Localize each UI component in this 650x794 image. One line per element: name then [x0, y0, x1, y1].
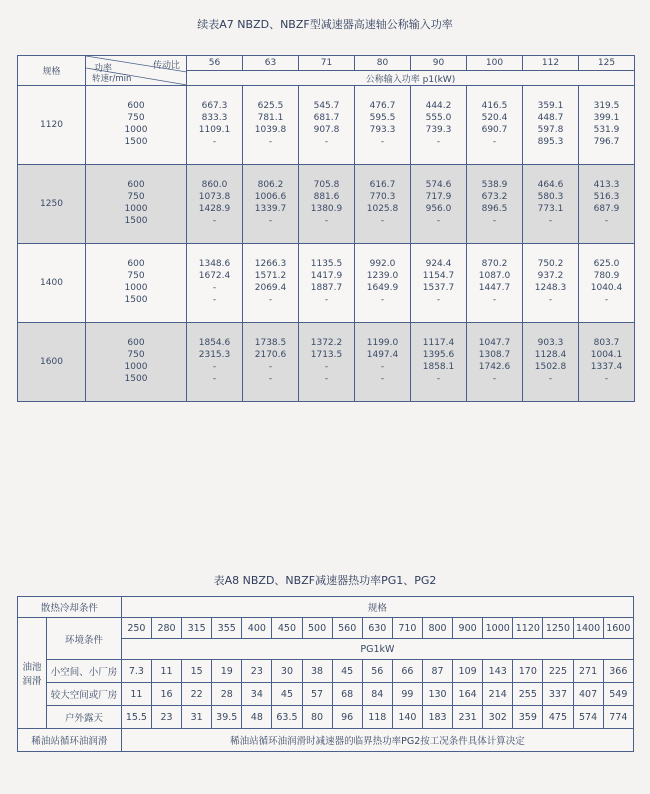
value-cell: 23 — [151, 706, 181, 729]
value-list: 992.0 1239.0 1649.9 - — [366, 259, 399, 305]
speed-cell — [86, 244, 187, 323]
value-list: 667.3 833.3 1109.1 - — [198, 101, 231, 147]
spec-cell: 1120 — [18, 86, 86, 165]
value-cell: 271 — [573, 660, 603, 683]
size-header: 355 — [212, 618, 242, 639]
value-cell — [243, 244, 299, 323]
value-cell — [187, 86, 243, 165]
value-cell: 57 — [302, 683, 332, 706]
value-cell — [579, 244, 635, 323]
speed-list: 600 750 1000 1500 — [124, 338, 148, 384]
value-list: 1047.7 1308.7 1742.6 - — [478, 338, 511, 384]
value-cell: 84 — [362, 683, 392, 706]
value-list: 545.7 681.7 907.8 - — [313, 101, 340, 147]
value-cell: 31 — [182, 706, 212, 729]
speed-cell — [86, 165, 187, 244]
spec-cell: 1600 — [18, 323, 86, 402]
value-list: 1372.2 1713.5 - - — [310, 338, 343, 384]
value-list: 1348.6 1672.4 - - — [198, 259, 231, 305]
value-list: 750.2 937.2 1248.3 - — [534, 259, 567, 305]
value-cell: 96 — [332, 706, 362, 729]
size-header: 1120 — [513, 618, 543, 639]
env-header: 环境条件 — [47, 618, 122, 660]
value-cell — [243, 165, 299, 244]
size-header: 400 — [242, 618, 272, 639]
speed-list: 600 750 1000 1500 — [124, 101, 148, 147]
circulation-note: 稀油站循环油润滑时减速器的临界热功率PG2按工况条件具体计算决定 — [121, 729, 633, 752]
value-cell — [523, 86, 579, 165]
size-header: 1000 — [483, 618, 513, 639]
value-list: 903.3 1128.4 1502.8 - — [534, 338, 567, 384]
value-list: 464.6 580.3 773.1 - — [537, 180, 564, 226]
value-list: 625.0 780.9 1040.4 - — [590, 259, 623, 305]
value-list: 476.7 595.5 793.3 - — [369, 101, 396, 147]
value-cell: 15 — [182, 660, 212, 683]
size-header: 500 — [302, 618, 332, 639]
value-cell: 302 — [483, 706, 513, 729]
value-list: 319.5 399.1 531.9 796.7 — [593, 101, 620, 147]
ratio-header: 100 — [467, 56, 523, 71]
table-a7-header-row — [18, 56, 635, 71]
value-cell: 39.5 — [212, 706, 242, 729]
table-row — [18, 165, 635, 244]
value-cell: 80 — [302, 706, 332, 729]
size-header: 800 — [422, 618, 452, 639]
value-cell: 140 — [392, 706, 422, 729]
value-cell: 214 — [483, 683, 513, 706]
value-list: 803.7 1004.1 1337.4 - — [590, 338, 623, 384]
table-a8-size-row — [18, 618, 634, 639]
value-cell: 38 — [302, 660, 332, 683]
value-cell — [467, 244, 523, 323]
value-cell: 143 — [483, 660, 513, 683]
table-a8-title: 表A8 NBZD、NBZF减速器热功率PG1、PG2 — [213, 574, 437, 587]
value-cell: 22 — [182, 683, 212, 706]
value-cell: 183 — [422, 706, 452, 729]
value-cell: 549 — [603, 683, 633, 706]
spec-header: 规格 — [121, 597, 633, 618]
value-cell: 359 — [513, 706, 543, 729]
value-list: 1854.6 2315.3 - - — [198, 338, 231, 384]
size-header: 1400 — [573, 618, 603, 639]
table-a8-header-row — [18, 597, 634, 618]
value-cell: 56 — [362, 660, 392, 683]
size-header: 900 — [453, 618, 483, 639]
size-header: 450 — [272, 618, 302, 639]
value-cell: 7.3 — [121, 660, 151, 683]
value-cell: 118 — [362, 706, 392, 729]
speed-cell — [86, 323, 187, 402]
value-list: 705.8 881.6 1380.9 - — [310, 180, 343, 226]
value-cell — [523, 323, 579, 402]
value-cell: 366 — [603, 660, 633, 683]
ratio-header: 56 — [187, 56, 243, 71]
value-cell — [187, 165, 243, 244]
ratio-header: 71 — [299, 56, 355, 71]
value-list: 1266.3 1571.2 2069.4 - — [254, 259, 287, 305]
value-cell — [299, 86, 355, 165]
size-header: 630 — [362, 618, 392, 639]
value-list: 1199.0 1497.4 - - — [366, 338, 399, 384]
unit-label: PG1kW — [121, 639, 633, 660]
table-a7-title: 续表A7 NBZD、NBZF型减速器高速轴公称输入功率 — [197, 18, 453, 31]
value-cell: 23 — [242, 660, 272, 683]
value-cell — [243, 323, 299, 402]
table-a7 — [17, 55, 635, 402]
speed-cell — [86, 86, 187, 165]
value-cell: 231 — [453, 706, 483, 729]
value-cell: 225 — [543, 660, 573, 683]
table-row — [18, 244, 635, 323]
power-label: 功率 — [94, 64, 113, 74]
value-cell: 337 — [543, 683, 573, 706]
value-cell — [187, 323, 243, 402]
value-list: 416.5 520.4 690.7 - — [481, 101, 508, 147]
ratio-header: 80 — [355, 56, 411, 71]
size-header: 710 — [392, 618, 422, 639]
value-list: 444.2 555.0 739.3 - — [425, 101, 452, 147]
value-cell: 63.5 — [272, 706, 302, 729]
table-row — [18, 86, 635, 165]
value-list: 860.0 1073.8 1428.9 - — [198, 180, 231, 226]
value-cell: 45 — [332, 660, 362, 683]
speed-list: 600 750 1000 1500 — [124, 259, 148, 305]
size-header: 250 — [121, 618, 151, 639]
size-header: 1600 — [603, 618, 633, 639]
table-a8 — [17, 596, 634, 752]
value-cell — [411, 86, 467, 165]
table-row — [18, 683, 634, 706]
table-row — [18, 323, 635, 402]
cooling-header: 散热冷却条件 — [18, 597, 122, 618]
value-cell: 15.5 — [121, 706, 151, 729]
ratio-header: 125 — [579, 56, 635, 71]
value-cell — [523, 165, 579, 244]
value-list: 1135.5 1417.9 1887.7 - — [310, 259, 343, 305]
value-list: 806.2 1006.6 1339.7 - — [254, 180, 287, 226]
value-list: 924.4 1154.7 1537.7 - — [422, 259, 455, 305]
value-cell — [467, 165, 523, 244]
value-cell — [355, 323, 411, 402]
env-label: 小空间、小厂房 — [47, 660, 122, 683]
value-cell — [467, 323, 523, 402]
value-cell — [187, 244, 243, 323]
value-cell: 48 — [242, 706, 272, 729]
unit-caption: 公称输入功率 p1(kW) — [187, 71, 635, 86]
value-cell — [411, 323, 467, 402]
env-label: 较大空间或厂房 — [47, 683, 122, 706]
oil-bath-label: 油池 润滑 — [18, 618, 47, 729]
size-header: 315 — [182, 618, 212, 639]
value-cell: 34 — [242, 683, 272, 706]
value-list: 616.7 770.3 1025.8 - — [366, 180, 399, 226]
value-cell — [579, 323, 635, 402]
value-cell: 11 — [121, 683, 151, 706]
value-cell: 130 — [422, 683, 452, 706]
value-cell — [579, 165, 635, 244]
value-cell: 11 — [151, 660, 181, 683]
value-list: 574.6 717.9 956.0 - — [425, 180, 452, 226]
value-cell — [299, 323, 355, 402]
value-cell: 164 — [453, 683, 483, 706]
value-cell: 45 — [272, 683, 302, 706]
value-cell: 16 — [151, 683, 181, 706]
value-cell: 19 — [212, 660, 242, 683]
value-cell — [411, 244, 467, 323]
speed-list: 600 750 1000 1500 — [124, 180, 148, 226]
value-list: 625.5 781.1 1039.8 - — [254, 101, 287, 147]
table-row — [18, 660, 634, 683]
value-list: 413.3 516.3 687.9 - — [593, 180, 620, 226]
value-list: 1117.4 1395.6 1858.1 - — [422, 338, 455, 384]
value-list: 538.9 673.2 896.5 - — [481, 180, 508, 226]
value-cell: 574 — [573, 706, 603, 729]
value-cell: 109 — [453, 660, 483, 683]
value-cell: 475 — [543, 706, 573, 729]
ratio-label: 传动比 — [152, 61, 180, 71]
speed-label: 转速r/min — [92, 74, 132, 84]
ratio-header: 90 — [411, 56, 467, 71]
table-row — [18, 729, 634, 752]
value-cell: 87 — [422, 660, 452, 683]
spec-header: 规格 — [18, 56, 86, 86]
value-cell — [467, 86, 523, 165]
ratio-header: 63 — [243, 56, 299, 71]
value-cell: 774 — [603, 706, 633, 729]
size-header: 1250 — [543, 618, 573, 639]
size-header: 560 — [332, 618, 362, 639]
ratio-header: 112 — [523, 56, 579, 71]
value-cell: 30 — [272, 660, 302, 683]
spec-cell: 1400 — [18, 244, 86, 323]
corner-header — [86, 56, 187, 86]
value-cell: 99 — [392, 683, 422, 706]
value-cell — [579, 86, 635, 165]
circulation-label: 稀油站循环油润滑 — [18, 729, 122, 752]
env-label: 户外露天 — [47, 706, 122, 729]
value-cell — [243, 86, 299, 165]
value-cell: 255 — [513, 683, 543, 706]
value-cell: 170 — [513, 660, 543, 683]
value-cell: 68 — [332, 683, 362, 706]
value-list: 870.2 1087.0 1447.7 - — [478, 259, 511, 305]
size-header: 280 — [151, 618, 181, 639]
value-cell: 28 — [212, 683, 242, 706]
value-cell — [523, 244, 579, 323]
table-row — [18, 706, 634, 729]
value-cell: 66 — [392, 660, 422, 683]
value-list: 1738.5 2170.6 - - — [254, 338, 287, 384]
value-cell — [355, 165, 411, 244]
value-cell — [411, 165, 467, 244]
value-list: 359.1 448.7 597.8 895.3 — [537, 101, 564, 147]
value-cell — [299, 244, 355, 323]
value-cell — [299, 165, 355, 244]
value-cell: 407 — [573, 683, 603, 706]
value-cell — [355, 244, 411, 323]
spec-cell: 1250 — [18, 165, 86, 244]
value-cell — [355, 86, 411, 165]
